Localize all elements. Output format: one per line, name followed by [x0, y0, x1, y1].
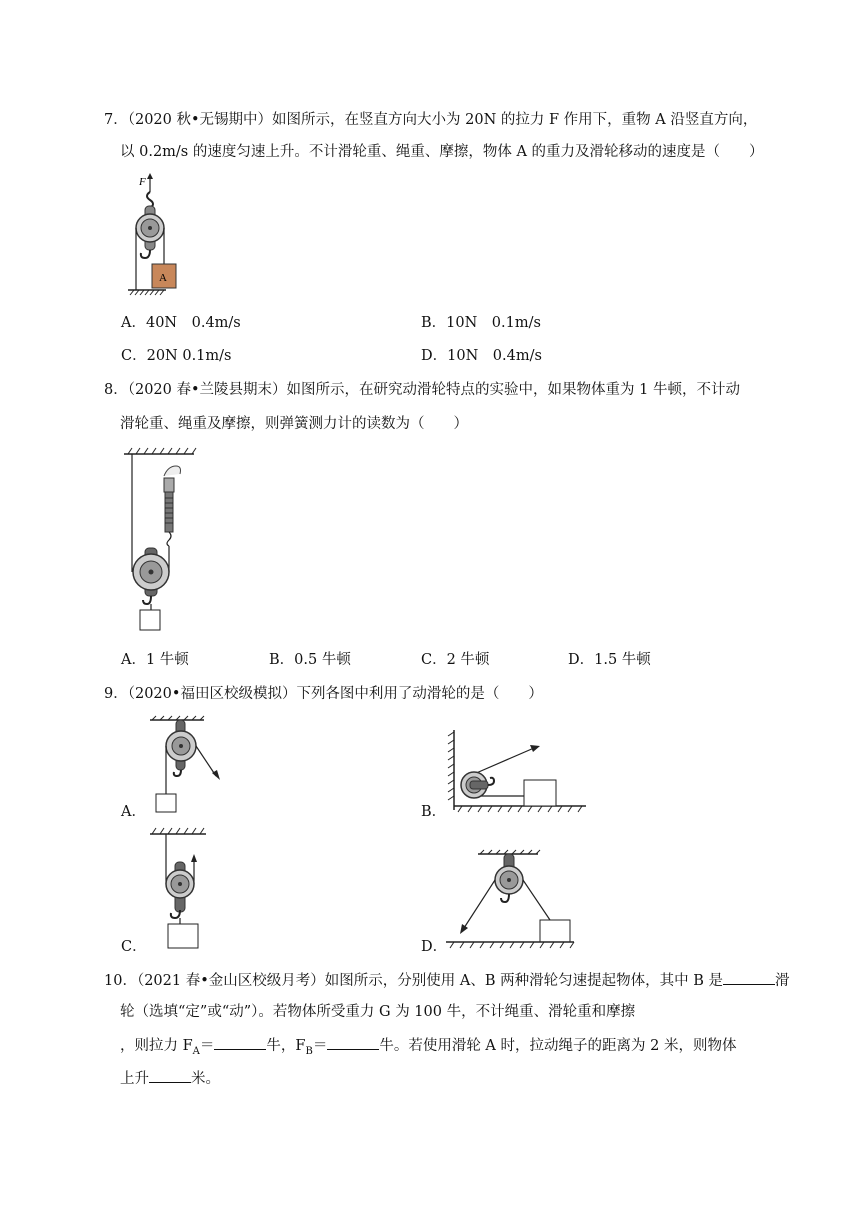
q10-sub-a: A	[192, 1045, 200, 1057]
q10-line2: 轮（选填“定”或“动”）。若物体所受重力 G 为 100 牛，不计绳重、滑轮重和摩擦	[120, 1004, 636, 1020]
q10-text-line3b: 牛。若使用滑轮 A 时，拉动绳子的距离为 2 米，则物体	[379, 1038, 737, 1054]
q8-figure	[124, 448, 200, 634]
q7-option-c[interactable]: C．20N 0.1m/s	[121, 348, 232, 364]
q9-label-d[interactable]: D．	[421, 939, 448, 955]
q8-option-c[interactable]: C．2 牛顿	[421, 652, 490, 668]
q7-fig-label-A: A	[159, 272, 167, 284]
q8-text-line1: （2020 春•兰陵县期末）如图所示，在研究动滑轮特点的实验中，如果物体重为 1 牛顿，不计动	[127, 382, 740, 398]
q7-line2: 以 0.2m/s 的速度匀速上升。不计滑轮重、绳重、摩擦，物体 A 的重力及滑轮移动的速度是（ ）	[120, 144, 764, 160]
q9-text-line1: （2020•福田区校级模拟）下列各图中利用了动滑轮的是（ ）	[127, 686, 543, 702]
q10-blank-1[interactable]	[723, 970, 775, 985]
q8-line2: 滑轮重、绳重及摩擦，则弹簧测力计的读数为（ ）	[120, 416, 468, 432]
q7-option-a[interactable]: A．40N 0.4m/s	[121, 315, 241, 331]
q7-line1	[104, 110, 757, 130]
q10-eq2: ＝	[312, 1038, 328, 1054]
q8-line1	[104, 380, 740, 400]
q7-option-d[interactable]: D．10N 0.4m/s	[421, 348, 542, 364]
q10-blank-3[interactable]	[327, 1035, 379, 1050]
q10-blank-4[interactable]	[149, 1068, 191, 1083]
q7-fig-label-F: F	[139, 176, 146, 188]
q9-figure-b	[448, 730, 588, 816]
q8-option-b[interactable]: B．0.5 牛顿	[269, 652, 351, 668]
q10-line4	[120, 1068, 220, 1089]
q10-text-line3a: ，则拉力 F	[120, 1038, 193, 1054]
q9-figure-a	[150, 716, 230, 816]
q9-label-a[interactable]: A．	[121, 804, 146, 820]
q7-figure	[118, 172, 188, 300]
q7-text-line1: （2020 秋•无锡期中）如图所示，在竖直方向大小为 20N 的拉力 F 作用下，重物 A 沿竖直方向，	[127, 112, 758, 128]
q9-number: 9．	[104, 686, 128, 702]
q10-unit1: 牛，F	[266, 1038, 306, 1054]
q10-text-line1a: （2021 春•金山区校级月考）如图所示，分别使用 A、B 两种滑轮匀速提起物体，其中 B 是	[136, 973, 723, 989]
q9-label-b[interactable]: B．	[421, 804, 447, 820]
q10-text-line1b: 滑	[774, 973, 790, 989]
q8-number: 8．	[104, 382, 128, 398]
q10-blank-2[interactable]	[214, 1035, 266, 1050]
q10-sub-b: B	[305, 1045, 313, 1057]
q9-figure-c	[150, 828, 230, 952]
q10-text-line4a: 上升	[120, 1071, 149, 1087]
q10-number: 10．	[104, 973, 137, 989]
q8-option-d[interactable]: D．1.5 牛顿	[568, 652, 651, 668]
q8-option-a[interactable]: A．1 牛顿	[121, 652, 189, 668]
q10-line1	[104, 970, 789, 991]
q7-option-b[interactable]: B．10N 0.1m/s	[421, 315, 541, 331]
q9-line1	[104, 684, 543, 704]
q9-label-c[interactable]: C．	[121, 939, 147, 955]
q7-number: 7．	[104, 112, 128, 128]
q10-line3	[120, 1035, 736, 1062]
q10-eq1: ＝	[199, 1038, 215, 1054]
q10-text-line4b: 米。	[191, 1071, 220, 1087]
q9-figure-d	[446, 850, 576, 950]
